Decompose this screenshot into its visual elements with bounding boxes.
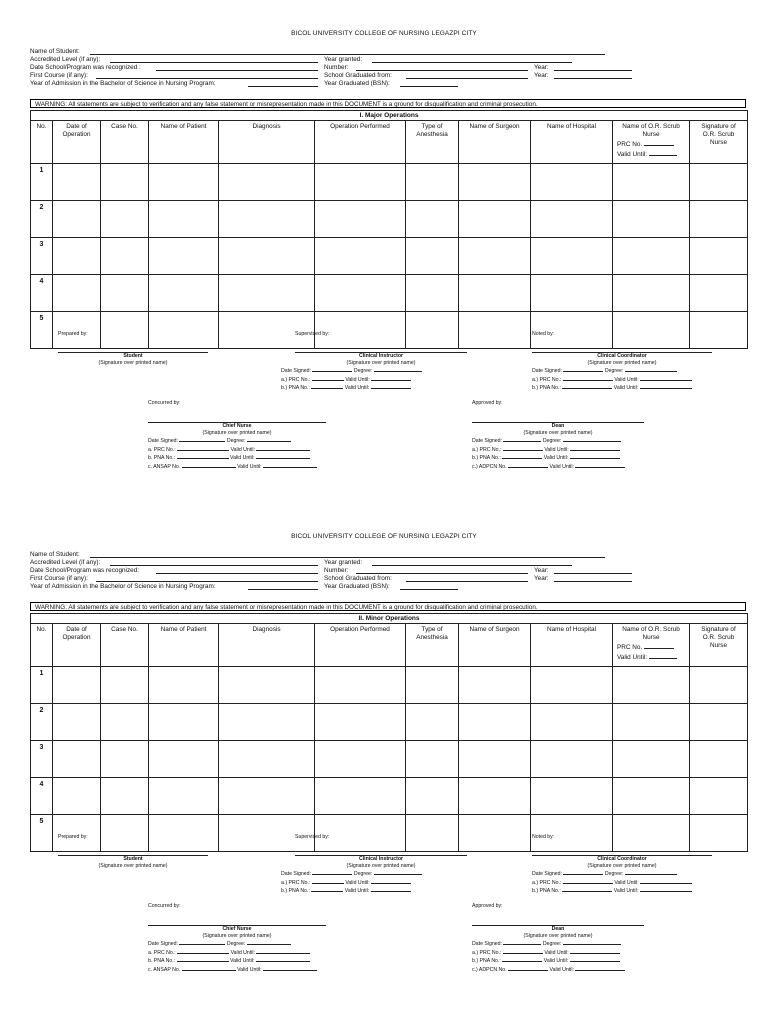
surgeon-cell[interactable]: [459, 275, 531, 312]
col-header-name-of-hospital: Name of Hospital: [531, 624, 613, 667]
scrub-nurse-cell[interactable]: [613, 815, 690, 852]
student-signature-line[interactable]: [58, 346, 208, 353]
case-no-cell[interactable]: [101, 704, 149, 741]
noted-by-label: Noted by:: [532, 331, 555, 337]
name-of-student-field[interactable]: [90, 48, 605, 55]
hospital-cell[interactable]: [531, 667, 613, 704]
scrub-nurse-cell[interactable]: [613, 778, 690, 815]
school-graduated-label: School Graduated from:: [324, 575, 392, 582]
year-a-field[interactable]: [554, 64, 632, 71]
document-title: BICOL UNIVERSITY COLLEGE OF NURSING LEGAZPI CITY: [291, 30, 477, 37]
scrub-nurse-cell[interactable]: [613, 667, 690, 704]
surgeon-cell[interactable]: [459, 164, 531, 201]
anesthesia-cell[interactable]: [406, 312, 459, 349]
concurred-by-label: Concurred by:: [148, 903, 181, 909]
col-header-diagnosis: Diagnosis: [219, 121, 315, 164]
scrub-nurse-cell[interactable]: [613, 201, 690, 238]
anesthesia-cell[interactable]: [406, 815, 459, 852]
patient-cell[interactable]: [149, 312, 219, 349]
table-row: [31, 667, 748, 704]
chief-nurse-signature-block: Chief Nurse (Signature over printed name) Date Signed: Degree: a. PRC No.: Valid Until: b. PNA No.: Valid Until: c. ANSAP No. Valid Until:: [148, 919, 326, 973]
row-number: 4: [31, 275, 53, 312]
name-of-student-field[interactable]: [90, 551, 605, 558]
case-no-cell[interactable]: [101, 741, 149, 778]
anesthesia-cell[interactable]: [406, 275, 459, 312]
date-cell[interactable]: [53, 164, 101, 201]
patient-cell[interactable]: [149, 201, 219, 238]
student-signature-line[interactable]: [58, 849, 208, 856]
clinical-instructor-signature-line[interactable]: [295, 346, 467, 353]
row-number: 4: [31, 778, 53, 815]
signature-cell[interactable]: [690, 275, 748, 312]
date-cell[interactable]: [53, 778, 101, 815]
table-row: [31, 238, 748, 275]
diagnosis-cell[interactable]: [219, 667, 315, 704]
row-number: 5: [31, 312, 53, 349]
student-signature-block: Student (Signature over printed name): [58, 346, 208, 366]
signature-cell[interactable]: [690, 238, 748, 275]
year-granted-label: Year granted:: [324, 559, 363, 566]
col-header-scrub-nurse: Name of O.R. Scrub Nurse PRC No. Valid Until:: [613, 624, 690, 667]
first-course-field[interactable]: [96, 575, 318, 582]
signature-cell[interactable]: [690, 704, 748, 741]
date-cell[interactable]: [53, 741, 101, 778]
signature-cell[interactable]: [690, 312, 748, 349]
date-cell[interactable]: [53, 312, 101, 349]
date-recognized-field[interactable]: [156, 567, 318, 574]
school-graduated-label: School Graduated from:: [324, 72, 392, 79]
col-header-name-of-patient: Name of Patient: [149, 624, 219, 667]
surgeon-cell[interactable]: [459, 741, 531, 778]
col-header-scrub-nurse: Name of O.R. Scrub Nurse PRC No. Valid Until:: [613, 121, 690, 164]
chief-nurse-signature-block: Chief Nurse (Signature over printed name) Date Signed: Degree: a. PRC No.: Valid Until: b. PNA No.: Valid Until: c. ANSAP No. Valid Until:: [148, 416, 326, 470]
year-admission-label: Year of Admission in the Bachelor of Science in Nursing Program:: [30, 583, 216, 590]
anesthesia-cell[interactable]: [406, 667, 459, 704]
minor-operations-form: [0, 503, 768, 1008]
year-b-label: Year:: [534, 72, 549, 79]
school-graduated-field[interactable]: [406, 72, 528, 79]
chief-nurse-signature-line[interactable]: [148, 919, 326, 926]
surgeon-cell[interactable]: [459, 815, 531, 852]
hospital-cell[interactable]: [531, 815, 613, 852]
col-header-name-of-patient: Name of Patient: [149, 121, 219, 164]
name-of-student-label: Name of Student:: [30, 551, 80, 558]
number-field[interactable]: [356, 64, 528, 71]
supervised-by-label: Supervised by:: [295, 331, 330, 337]
document-title: BICOL UNIVERSITY COLLEGE OF NURSING LEGAZPI CITY: [291, 533, 477, 540]
signature-cell[interactable]: [690, 164, 748, 201]
prepared-by-label: Prepared by:: [58, 834, 88, 840]
year-b-label: Year:: [534, 575, 549, 582]
scrub-nurse-cell[interactable]: [613, 275, 690, 312]
date-recognized-field[interactable]: [156, 64, 318, 71]
patient-cell[interactable]: [149, 704, 219, 741]
case-no-cell[interactable]: [101, 201, 149, 238]
prepared-by-label: Prepared by:: [58, 331, 88, 337]
col-header-name-of-surgeon: Name of Surgeon: [459, 121, 531, 164]
year-b-field[interactable]: [554, 575, 632, 582]
date-cell[interactable]: [53, 238, 101, 275]
patient-cell[interactable]: [149, 275, 219, 312]
patient-cell[interactable]: [149, 778, 219, 815]
section-title: I. Major Operations: [31, 111, 748, 121]
table-row: [31, 164, 748, 201]
col-header-name-of-hospital: Name of Hospital: [531, 121, 613, 164]
table-row: [31, 741, 748, 778]
first-course-label: First Course (if any):: [30, 72, 88, 79]
section-title: II. Minor Operations: [31, 614, 748, 624]
clinical-coordinator-signature-block: Clinical Coordinator (Signature over printed name) Date Signed: Degree: a.) PRC No.: Valid Until: b.) PNA No.: Valid Until:: [532, 849, 712, 895]
operation-cell[interactable]: [315, 704, 406, 741]
col-header-operation-performed: Operation Performed: [315, 121, 406, 164]
surgeon-cell[interactable]: [459, 704, 531, 741]
col-header-type-of-anesthesia: Type of Anesthesia: [406, 624, 459, 667]
anesthesia-cell[interactable]: [406, 201, 459, 238]
year-a-label: Year:: [534, 64, 549, 71]
case-no-cell[interactable]: [101, 815, 149, 852]
surgeon-cell[interactable]: [459, 312, 531, 349]
table-row: [31, 778, 748, 815]
clinical-instructor-signature-line[interactable]: [295, 849, 467, 856]
hospital-cell[interactable]: [531, 778, 613, 815]
name-of-student-label: Name of Student:: [30, 48, 80, 55]
signature-cell[interactable]: [690, 815, 748, 852]
diagnosis-cell[interactable]: [219, 238, 315, 275]
date-cell[interactable]: [53, 275, 101, 312]
col-header-case-no: Case No.: [101, 624, 149, 667]
clinical-instructor-signature-block: Clinical Instructor (Signature over printed name) Date Signed: Degree: a.) PRC No.: Valid Until: b.) PNA No.: Valid Until:: [295, 849, 467, 895]
table-row: [31, 815, 748, 852]
diagnosis-cell[interactable]: [219, 164, 315, 201]
date-cell[interactable]: [53, 667, 101, 704]
diagnosis-cell[interactable]: [219, 741, 315, 778]
col-header-signature-scrub-nurse: Signature of O.R. Scrub Nurse: [690, 624, 748, 667]
patient-cell[interactable]: [149, 667, 219, 704]
diagnosis-cell[interactable]: [219, 704, 315, 741]
hospital-cell[interactable]: [531, 201, 613, 238]
operation-cell[interactable]: [315, 312, 406, 349]
year-graduated-label: Year Graduated (BSN):: [324, 80, 390, 87]
warning-notice: WARNING: All statements are subject to verification and any false statement or misrepresentation made in this DOCUMENT is a ground for disqualification and criminal prosecution.: [30, 602, 746, 611]
approved-by-label: Approved by:: [472, 903, 503, 909]
operation-cell[interactable]: [315, 667, 406, 704]
year-a-label: Year:: [534, 567, 549, 574]
patient-cell[interactable]: [149, 164, 219, 201]
signature-cell[interactable]: [690, 778, 748, 815]
number-label: Number:: [324, 64, 349, 71]
operations-table: [30, 110, 748, 349]
row-number: 5: [31, 815, 53, 852]
row-number: 3: [31, 238, 53, 275]
dean-signature-line[interactable]: [472, 919, 644, 926]
year-granted-field[interactable]: [372, 559, 572, 566]
col-header-no: No.: [31, 121, 53, 164]
year-a-field[interactable]: [554, 567, 632, 574]
year-graduated-field[interactable]: [400, 80, 458, 87]
scrub-nurse-cell[interactable]: [613, 238, 690, 275]
first-course-field[interactable]: [96, 72, 318, 79]
diagnosis-cell[interactable]: [219, 201, 315, 238]
number-field[interactable]: [356, 567, 528, 574]
hospital-cell[interactable]: [531, 275, 613, 312]
anesthesia-cell[interactable]: [406, 741, 459, 778]
dean-signature-block: Dean (Signature over printed name) Date Signed: Degree: a.) PRC No.: Valid Until: b.) PNA No.: Valid Until: c.) ADPCN No. Valid Until:: [472, 919, 644, 973]
concurred-by-label: Concurred by:: [148, 400, 181, 406]
hospital-cell[interactable]: [531, 704, 613, 741]
scrub-nurse-cell[interactable]: [613, 164, 690, 201]
school-graduated-field[interactable]: [406, 575, 528, 582]
dean-signature-block: Dean (Signature over printed name) Date Signed: Degree: a.) PRC No.: Valid Until: b.) PNA No.: Valid Until: c.) ADPCN No. Valid Until:: [472, 416, 644, 470]
case-no-cell[interactable]: [101, 238, 149, 275]
accredited-level-label: Accredited Level (if any):: [30, 559, 101, 566]
table-row: [31, 275, 748, 312]
col-header-operation-performed: Operation Performed: [315, 624, 406, 667]
operation-cell[interactable]: [315, 778, 406, 815]
accredited-level-field[interactable]: [110, 559, 318, 566]
table-row: [31, 312, 748, 349]
accredited-level-label: Accredited Level (if any):: [30, 56, 101, 63]
col-header-name-of-surgeon: Name of Surgeon: [459, 624, 531, 667]
surgeon-cell[interactable]: [459, 201, 531, 238]
row-number: 2: [31, 201, 53, 238]
patient-cell[interactable]: [149, 741, 219, 778]
date-cell[interactable]: [53, 704, 101, 741]
row-number: 1: [31, 164, 53, 201]
student-signature-block: Student (Signature over printed name): [58, 849, 208, 869]
anesthesia-cell[interactable]: [406, 238, 459, 275]
year-granted-label: Year granted:: [324, 56, 363, 63]
case-no-cell[interactable]: [101, 164, 149, 201]
hospital-cell[interactable]: [531, 164, 613, 201]
clinical-coordinator-signature-line[interactable]: [532, 346, 712, 353]
operation-cell[interactable]: [315, 741, 406, 778]
year-graduated-field[interactable]: [400, 583, 458, 590]
col-header-no: No.: [31, 624, 53, 667]
case-no-cell[interactable]: [101, 667, 149, 704]
year-graduated-label: Year Graduated (BSN):: [324, 583, 390, 590]
warning-notice: WARNING: All statements are subject to verification and any false statement or misrepresentation made in this DOCUMENT is a ground for disqualification and criminal prosecution.: [30, 99, 746, 108]
col-header-date-of-operation: Date of Operation: [53, 624, 101, 667]
patient-cell[interactable]: [149, 238, 219, 275]
operation-cell[interactable]: [315, 815, 406, 852]
case-no-cell[interactable]: [101, 275, 149, 312]
first-course-label: First Course (if any):: [30, 575, 88, 582]
year-admission-label: Year of Admission in the Bachelor of Science in Nursing Program:: [30, 80, 216, 87]
scrub-nurse-cell[interactable]: [613, 312, 690, 349]
anesthesia-cell[interactable]: [406, 164, 459, 201]
patient-cell[interactable]: [149, 815, 219, 852]
scrub-nurse-cell[interactable]: [613, 741, 690, 778]
diagnosis-cell[interactable]: [219, 275, 315, 312]
approved-by-label: Approved by:: [472, 400, 503, 406]
col-header-case-no: Case No.: [101, 121, 149, 164]
operation-cell[interactable]: [315, 238, 406, 275]
major-operations-form: [0, 0, 768, 505]
row-number: 1: [31, 667, 53, 704]
noted-by-label: Noted by:: [532, 834, 555, 840]
signature-cell[interactable]: [690, 741, 748, 778]
diagnosis-cell[interactable]: [219, 815, 315, 852]
col-header-diagnosis: Diagnosis: [219, 624, 315, 667]
surgeon-cell[interactable]: [459, 238, 531, 275]
case-no-cell[interactable]: [101, 312, 149, 349]
col-header-date-of-operation: Date of Operation: [53, 121, 101, 164]
surgeon-cell[interactable]: [459, 778, 531, 815]
table-row: [31, 201, 748, 238]
hospital-cell[interactable]: [531, 741, 613, 778]
operations-table: [30, 613, 748, 852]
table-row: [31, 704, 748, 741]
row-number: 3: [31, 741, 53, 778]
col-header-signature-scrub-nurse: Signature of O.R. Scrub Nurse: [690, 121, 748, 164]
accredited-level-field[interactable]: [110, 56, 318, 63]
signature-cell[interactable]: [690, 667, 748, 704]
signature-cell[interactable]: [690, 201, 748, 238]
date-recognized-label: Date School/Program was recognized :: [30, 64, 141, 71]
year-admission-field[interactable]: [248, 583, 318, 590]
case-no-cell[interactable]: [101, 778, 149, 815]
supervised-by-label: Supervised by:: [295, 834, 330, 840]
anesthesia-cell[interactable]: [406, 778, 459, 815]
surgeon-cell[interactable]: [459, 667, 531, 704]
dean-signature-line[interactable]: [472, 416, 644, 423]
date-cell[interactable]: [53, 815, 101, 852]
operation-cell[interactable]: [315, 201, 406, 238]
anesthesia-cell[interactable]: [406, 704, 459, 741]
row-number: 2: [31, 704, 53, 741]
diagnosis-cell[interactable]: [219, 312, 315, 349]
scrub-nurse-cell[interactable]: [613, 704, 690, 741]
chief-nurse-signature-line[interactable]: [148, 416, 326, 423]
year-admission-field[interactable]: [248, 80, 318, 87]
clinical-coordinator-signature-block: Clinical Coordinator (Signature over printed name) Date Signed: Degree: a.) PRC No.: Valid Until: b.) PNA No.: Valid Until:: [532, 346, 712, 392]
hospital-cell[interactable]: [531, 238, 613, 275]
year-granted-field[interactable]: [372, 56, 572, 63]
date-recognized-label: Date School/Program was recognized:: [30, 567, 140, 574]
operation-cell[interactable]: [315, 275, 406, 312]
clinical-coordinator-signature-line[interactable]: [532, 849, 712, 856]
operation-cell[interactable]: [315, 164, 406, 201]
col-header-type-of-anesthesia: Type of Anesthesia: [406, 121, 459, 164]
clinical-instructor-signature-block: Clinical Instructor (Signature over printed name) Date Signed: Degree: a.) PRC No.: Valid Until: b.) PNA No.: Valid Until:: [295, 346, 467, 392]
year-b-field[interactable]: [554, 72, 632, 79]
diagnosis-cell[interactable]: [219, 778, 315, 815]
hospital-cell[interactable]: [531, 312, 613, 349]
date-cell[interactable]: [53, 201, 101, 238]
number-label: Number:: [324, 567, 349, 574]
